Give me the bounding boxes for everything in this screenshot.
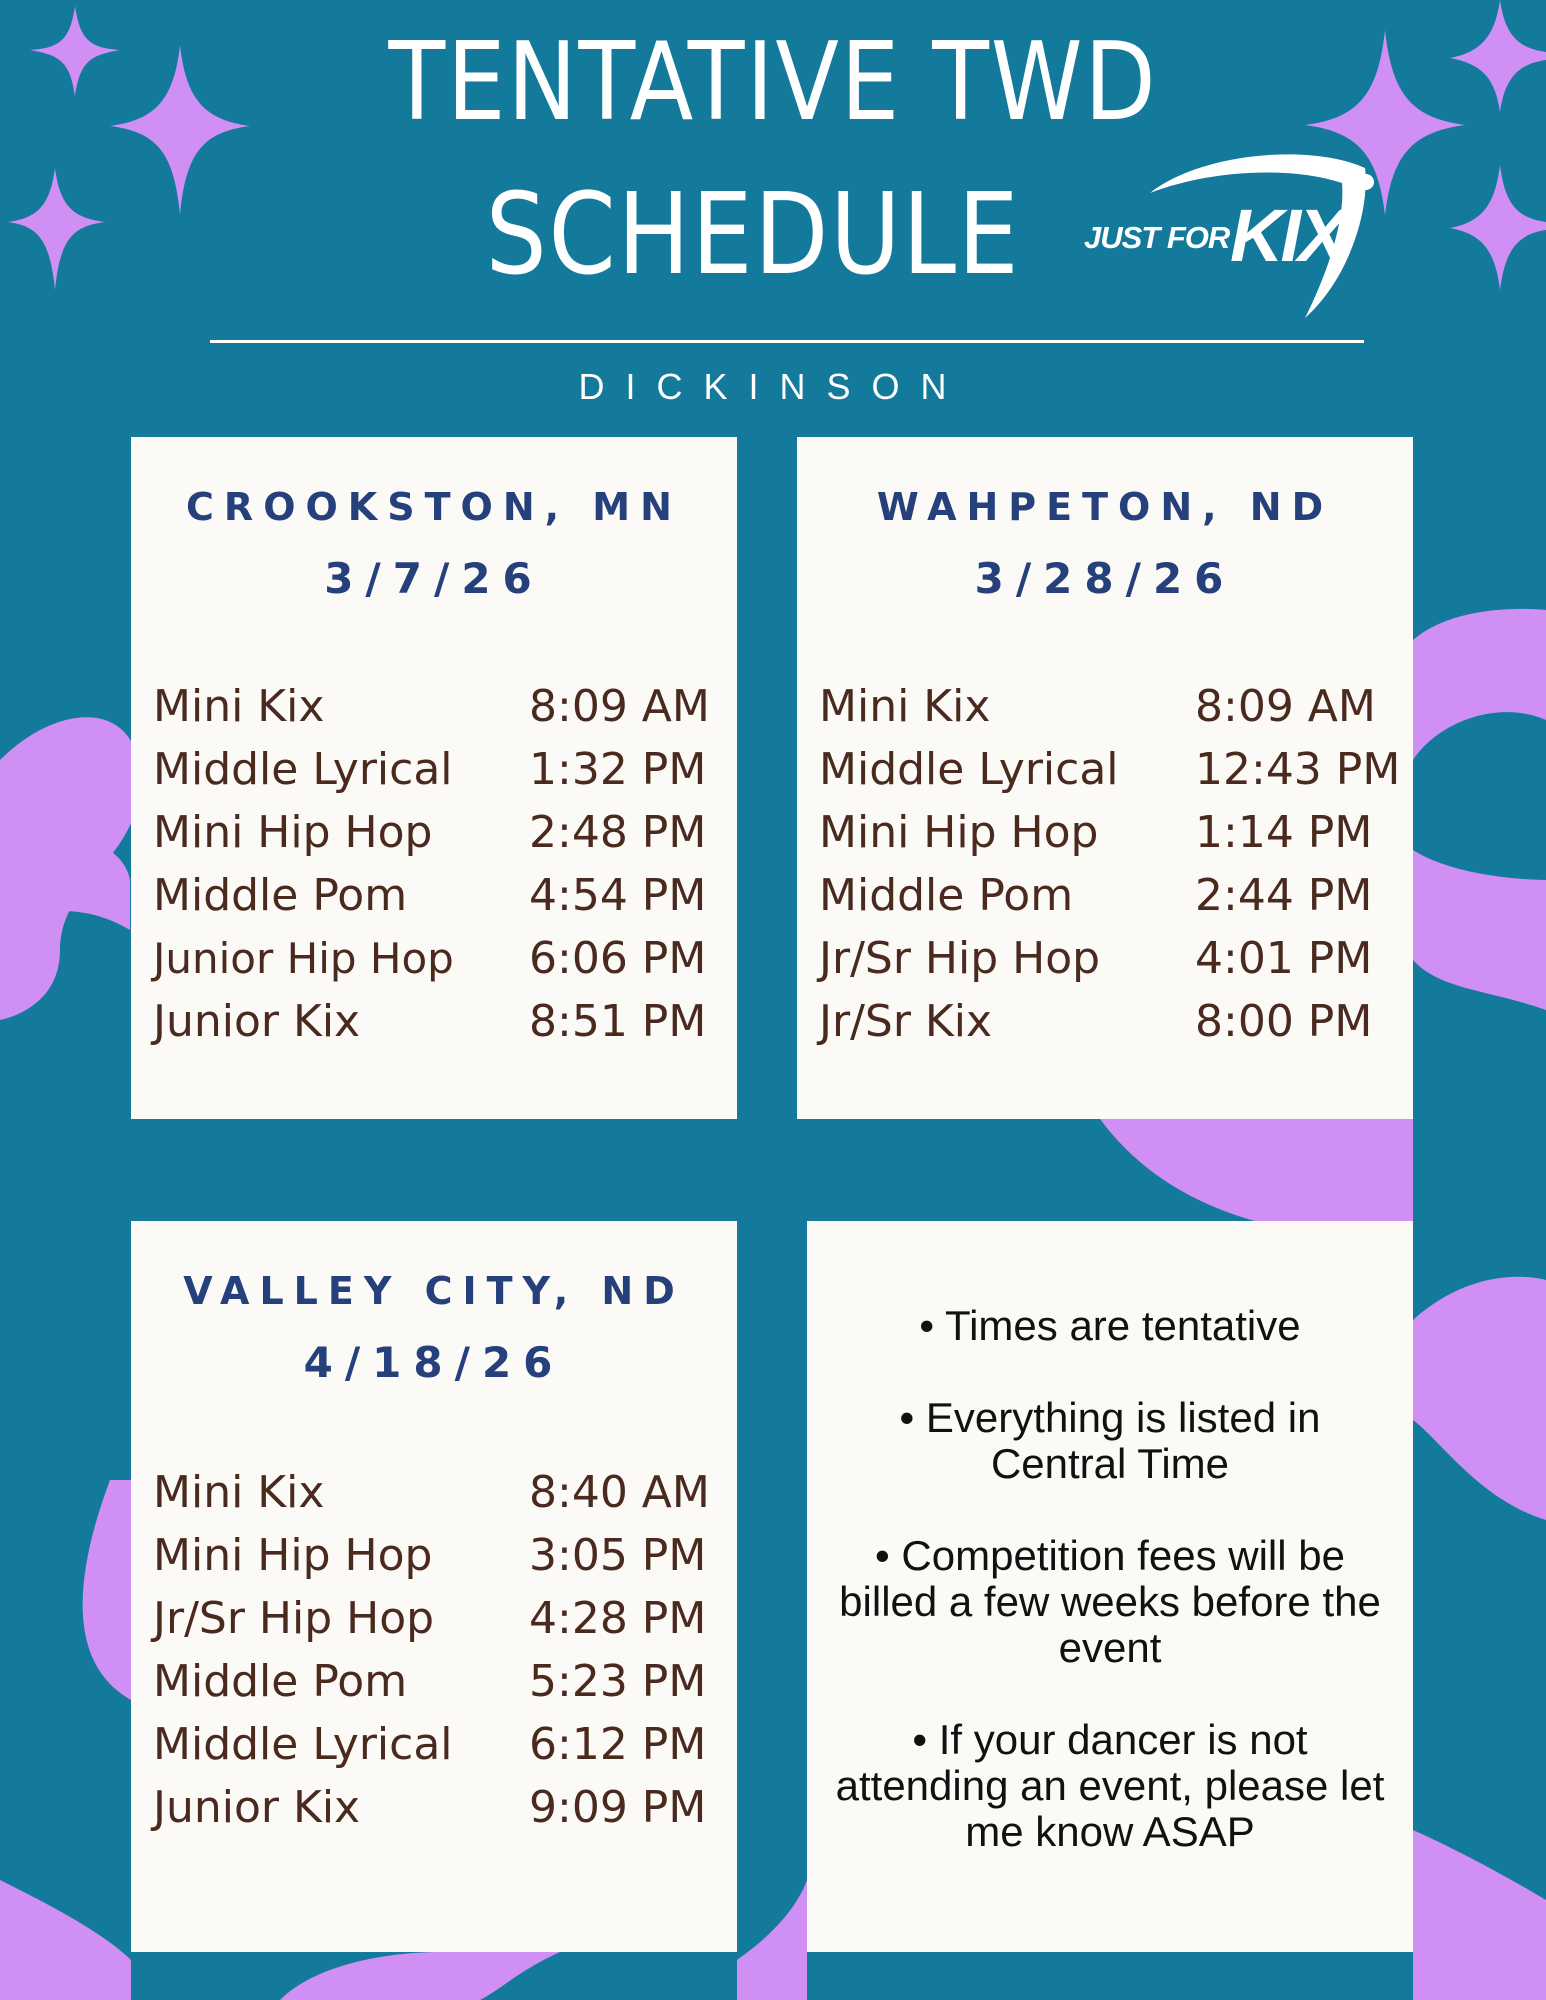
routine-time: 12:43 PM bbox=[1195, 744, 1401, 795]
routine-name: Middle Lyrical bbox=[819, 744, 1119, 795]
sparkle-star-1 bbox=[30, 6, 120, 96]
notes-list bbox=[807, 1303, 1413, 1901]
event-city: WAHPETON, ND bbox=[876, 485, 1334, 529]
event-city: CROOKSTON, MN bbox=[186, 485, 682, 529]
note-item: • Times are tentative bbox=[919, 1302, 1301, 1349]
routine-name: Mini Hip Hop bbox=[819, 807, 1099, 858]
routine-name: Middle Pom bbox=[153, 870, 408, 921]
routine-time: 1:32 PM bbox=[529, 744, 707, 795]
routine-name: Mini Kix bbox=[153, 1467, 325, 1518]
routine-time: 2:48 PM bbox=[529, 807, 707, 858]
routine-time: 4:01 PM bbox=[1195, 933, 1373, 984]
routine-name: Junior Kix bbox=[153, 996, 361, 1047]
routine-time: 6:06 PM bbox=[529, 933, 707, 984]
routine-name: Middle Pom bbox=[819, 870, 1074, 921]
purple-wave-right-mid bbox=[1413, 850, 1546, 1010]
routine-time: 5:23 PM bbox=[529, 1656, 707, 1707]
just-for-kix-logo bbox=[1080, 148, 1380, 348]
routine-time: 8:40 AM bbox=[529, 1467, 710, 1518]
routine-name: Junior Hip Hop bbox=[153, 934, 454, 983]
routine-time: 8:09 AM bbox=[1195, 681, 1376, 732]
purple-blob-bottom-mid bbox=[737, 1880, 807, 2000]
event-card-crookston bbox=[131, 437, 737, 1119]
routine-name: Middle Pom bbox=[153, 1656, 408, 1707]
purple-blob-bottom-center bbox=[280, 1952, 560, 2000]
event-date: 4/18/26 bbox=[303, 1338, 565, 1387]
routine-time: 8:09 AM bbox=[529, 681, 710, 732]
event-card-wahpeton bbox=[797, 437, 1413, 1119]
sparkle-star-6 bbox=[1450, 165, 1546, 290]
routine-name: Middle Lyrical bbox=[153, 1719, 453, 1770]
event-card-valley-city bbox=[131, 1221, 737, 1952]
logo-prefix-text: JUST FOR bbox=[1084, 220, 1230, 255]
routine-time: 1:14 PM bbox=[1195, 807, 1373, 858]
note-item: • If your dancer is not attending an event, please let me know ASAP bbox=[835, 1716, 1385, 1855]
location-subtitle: DICKINSON bbox=[578, 366, 968, 407]
note-item: • Competition fees will be billed a few weeks before the event bbox=[839, 1532, 1381, 1671]
sparkle-star-5 bbox=[1450, 0, 1546, 112]
title-line-2: SCHEDULE bbox=[485, 170, 1021, 300]
routine-time: 9:09 PM bbox=[529, 1782, 707, 1833]
event-city: VALLEY CITY, ND bbox=[183, 1269, 685, 1313]
routine-name: Mini Hip Hop bbox=[153, 807, 433, 858]
event-date: 3/28/26 bbox=[974, 554, 1236, 603]
purple-wave-left-bottom bbox=[83, 1480, 131, 1700]
routine-time: 8:51 PM bbox=[529, 996, 707, 1047]
routine-time: 3:05 PM bbox=[529, 1530, 707, 1581]
note-item: • Everything is listed in Central Time bbox=[899, 1394, 1321, 1487]
routine-name: Mini Hip Hop bbox=[153, 1530, 433, 1581]
routine-name: Mini Kix bbox=[819, 681, 991, 732]
routine-name: Jr/Sr Kix bbox=[819, 996, 993, 1047]
routine-time: 4:28 PM bbox=[529, 1593, 707, 1644]
purple-blob-bottom-right bbox=[1413, 1830, 1546, 2000]
purple-wave-right-top bbox=[1413, 609, 1546, 760]
event-date: 3/7/26 bbox=[324, 554, 544, 603]
routine-name: Middle Lyrical bbox=[153, 744, 453, 795]
purple-blob-bottom-left bbox=[0, 1880, 131, 2000]
notes-card bbox=[807, 1221, 1413, 1952]
routine-time: 8:00 PM bbox=[1195, 996, 1373, 1047]
routine-name: Junior Kix bbox=[153, 1782, 361, 1833]
routine-time: 4:54 PM bbox=[529, 870, 707, 921]
routine-name: Mini Kix bbox=[153, 681, 325, 732]
header-divider bbox=[210, 340, 1364, 343]
routine-name: Jr/Sr Hip Hop bbox=[819, 933, 1101, 984]
logo-brand-text: KIX bbox=[1230, 194, 1345, 277]
routine-time: 2:44 PM bbox=[1195, 870, 1373, 921]
title-line-1: TENTATIVE TWD bbox=[388, 20, 1158, 145]
routine-time: 6:12 PM bbox=[529, 1719, 707, 1770]
routine-name: Jr/Sr Hip Hop bbox=[153, 1593, 435, 1644]
purple-wave-right-lower bbox=[1413, 1277, 1546, 1520]
